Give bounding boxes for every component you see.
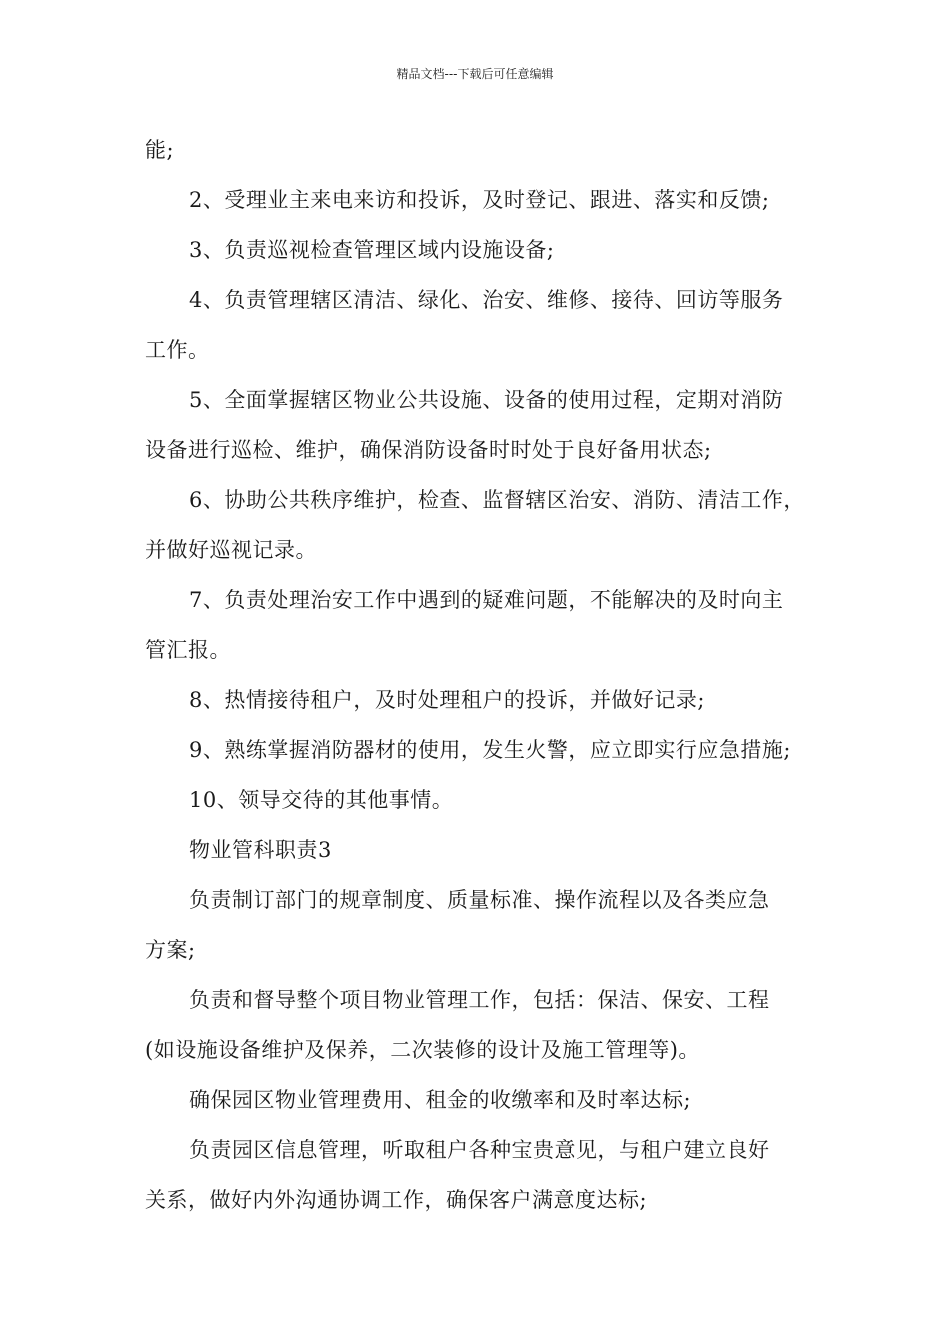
text-line: 负责和督导整个项目物业管理工作，包括：保洁、保安、工程 — [189, 988, 770, 1012]
text-line: 负责园区信息管理，听取租户各种宝贵意见，与租户建立良好 — [189, 1138, 770, 1162]
text-line: 3、负责巡视检查管理区域内设施设备; — [189, 238, 555, 262]
text-line: 9、熟练掌握消防器材的使用，发生火警，应立即实行应急措施; — [189, 738, 791, 762]
text-line: 8、热情接待租户，及时处理租户的投诉，并做好记录; — [189, 688, 705, 712]
text-line: (如设施设备维护及保养，二次装修的设计及施工管理等)。 — [145, 1038, 700, 1062]
text-line: 方案; — [145, 938, 196, 962]
section-heading: 物业管科职责3 — [189, 838, 332, 862]
text-line: 设备进行巡检、维护，确保消防设备时时处于良好备用状态; — [145, 438, 712, 462]
page-header: 精品文档---下载后可任意编辑 — [396, 67, 554, 81]
text-line: 6、协助公共秩序维护，检查、监督辖区治安、消防、清洁工作， — [189, 488, 805, 512]
text-line: 5、全面掌握辖区物业公共设施、设备的使用过程，定期对消防 — [189, 388, 784, 412]
text-line: 工作。 — [145, 338, 210, 362]
text-line: 管汇报。 — [145, 638, 231, 662]
text-line: 确保园区物业管理费用、租金的收缴率和及时率达标; — [189, 1088, 692, 1112]
text-line: 7、负责处理治安工作中遇到的疑难问题，不能解决的及时向主 — [189, 588, 784, 612]
text-line: 2、受理业主来电来访和投诉，及时登记、跟进、落实和反馈; — [189, 188, 770, 212]
text-line: 10、领导交待的其他事情。 — [189, 788, 454, 812]
text-line: 并做好巡视记录。 — [145, 538, 317, 562]
text-line: 能; — [145, 138, 175, 162]
text-line: 关系，做好内外沟通协调工作，确保客户满意度达标; — [145, 1188, 648, 1212]
text-line: 4、负责管理辖区清洁、绿化、治安、维修、接待、回访等服务 — [189, 288, 784, 312]
text-line: 负责制订部门的规章制度、质量标准、操作流程以及各类应急 — [189, 888, 770, 912]
